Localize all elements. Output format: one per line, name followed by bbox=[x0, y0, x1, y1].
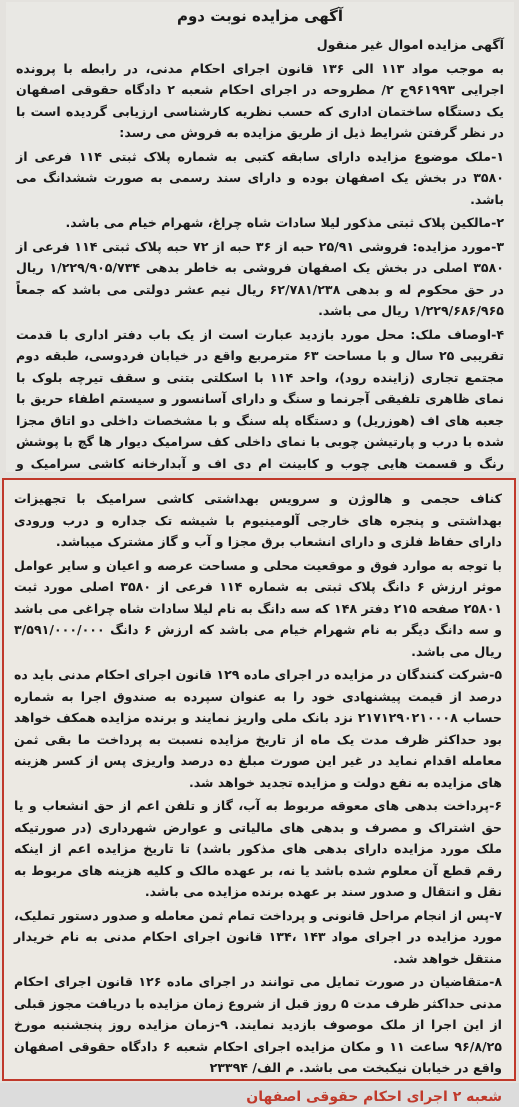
clause-3: ۳-مورد مزایده: فروشی ۲۵/۹۱ حبه از ۳۶ حبه از ۷۲ حبه پلاک ثبتی ۱۱۴ فرعی از ۳۵۸۰ اصلی در بخش یک اصفهان فروشی به خاطر بدهی ۱/۲۲۹/۹۰۵/۷۳۴ ریال در حق محکوم له و بدهی ۶۲/۷۸۱/۲۳۸ ریال نیم عشر دولتی می باشد که جمعاً ۱/۲۲۹/۶۸۶/۹۶۵ ریال می باشد. bbox=[16, 238, 504, 318]
clause-7: ۷-پس از انجام مراحل قانونی و پرداخت تمام ثمن معامله و صدور دستور تملیک، مورد مزایده در اجرای مواد ۱۴۳ ،۱۳۴ قانون اجرای احکام مدنی به نام خریدار منتقل خواهد شد. bbox=[14, 907, 502, 966]
issuer-signature: شعبه ۲ اجرای احکام حقوقی اصفهان bbox=[246, 1088, 502, 1105]
clause-8-9: ۸-متقاضیان در صورت تمایل می توانند در اجرای ماده ۱۲۶ قانون اجرای احکام مدنی حداکثر ظرف مدت ۵ روز قبل از شروع زمان مزایده با دریافت مجوز قبلی از این اجرا از ملک موصوف بازدید نمایند. ۹-زمان مزایده روز پنجشنبه مورخ ۹۶/۸/۲۵ ساعت ۱۱ و مکان مزایده اجرای احکام شعبه ۶ دادگاه حقوقی اصفهان واقع در خیابان نیکبخت می باشد. م الف/ ۲۳۳۹۴ bbox=[14, 974, 502, 1075]
clause-4-continued: کناف حجمی و هالوژن و سرویس بهداشتی کاشی سرامیک با تجهیزات بهداشتی و پنجره های خارجی آلومینیوم با شیشه تک جداره و درب ورودی دارای حفاظ فلزی و دارای انشعاب برق مجزا و آب و گاز مشترک میباشد. bbox=[14, 491, 502, 549]
notice-top-clip bbox=[6, 2, 514, 472]
clause-4: ۴-اوصاف ملک: محل مورد بازدید عبارت است از یک باب دفتر اداری با قدمت تقریبی ۲۵ سال و با مساحت ۶۳ مترمربع واقع در خیابان فردوسی، طبقه دوم مجتمع تجاری (زاینده رود)، واحد ۱۱۴ با اسکلتی بتنی و سقف تیرچه بلوک با نمای ظاهری تلفیقی آجرنما و سنگ و دارای آسانسور و سیستم اطفاء حریق با جعبه های اف (هوزریل) و دستگاه پله سنگ و با مشخصات داخلی دو اتاق مجزا شده با درب و پارتیشن چوبی با نمای داخلی کف سرامیک دیوار ها گچ با پوشش رنگ و قسمت هایی چوب و کابینت ام دی اف و آبدارخانه کاشی سرامیک و bbox=[16, 326, 505, 471]
notice-heading: آگهی مزایده نوبت دوم bbox=[176, 7, 344, 25]
notice-subtitle: آگهی مزایده اموال غیر منقول bbox=[316, 37, 504, 52]
notice-bottom-clip bbox=[2, 478, 516, 1105]
clause-2: ۲-مالکین پلاک ثبتی مذکور لیلا سادات شاه چراغ، شهرام خیام می باشد. bbox=[65, 215, 504, 230]
clause-6: ۶-پرداخت بدهی های معوقه مربوط به آب، گاز و تلفن اعم از حق انشعاب و یا حق اشتراک و مصرف و بدهی های مالیاتی و عوارض شهرداری (در صورتیکه ملک مورد مزایده دارای بدهی های مذکور باشد) تا تاریخ مزایده اعم از اینکه رقم قطع آن معلوم شده باشد یا نه، بر عهده مالک و کلیه هزینه های مربوط به نقل و انتقال و صدور سند بر عهده برنده مزایده می باشد. bbox=[14, 798, 502, 899]
notice-intro: به موجب مواد ۱۱۳ الی ۱۳۶ قانون اجرای احکام مدنی، در رابطه با پرونده اجرایی ۹۶۱۹۹۳ج ۲/ مطروحه در اجرای احکام شعبه ۲ دادگاه حقوقی اصفهان یک دستگاه ساختمان اداری که حسب نظریه کارشناسی ارزیابی گردیده است با در نظر گرفتن شرایط ذیل از طریق مزایده به فروش می رسد: bbox=[16, 60, 505, 140]
valuation-paragraph: با توجه به موارد فوق و موقعیت محلی و مساحت عرصه و اعیان و سایر عوامل موثر ارزش ۶ دانگ پلاک ثبتی به شماره ۱۱۴ فرعی از ۳۵۸۰ اصلی مورد ثبت ۲۵۸۰۱ صفحه ۲۱۵ دفتر ۱۴۸ که سه دانگ به نام لیلا سادات شاه چراغی می باشد و سه دانگ دیگر به نام شهرام خیام می باشد که ارزش ۶ دانگ ۳/۵۹۱/۰۰۰/۰۰۰ ریال می باشد. bbox=[14, 557, 503, 659]
clause-5: ۵-شرکت کنندگان در مزایده در اجرای ماده ۱۲۹ قانون اجرای احکام مدنی باید ده درصد از قیمت پیشنهادی خود را به عنوان سپرده به صندوق اجرا به شماره حساب ۲۱۷۱۲۹۰۲۱۰۰۰۸ نزد بانک ملی واریز نمایند و برنده مزایده همکف خواهد بود حداکثر ظرف مدت یک ماه از تاریخ مزایده نسبت به پرداخت ما بقی ثمن معامله اقدام نماید در غیر این صورت مبلغ ده درصد واریزی پس از کسر هزینه های مزایده به نفع دولت و مزایده تجدید خواهد شد. bbox=[14, 667, 503, 790]
clause-1: ۱-ملک موضوع مزایده دارای سابقه کتبی به شماره پلاک ثبتی ۱۱۴ فرعی از ۳۵۸۰ در بخش یک اصفهان بوده و دارای سند رسمی به صورت ششدانگ می باشد. bbox=[16, 148, 504, 207]
